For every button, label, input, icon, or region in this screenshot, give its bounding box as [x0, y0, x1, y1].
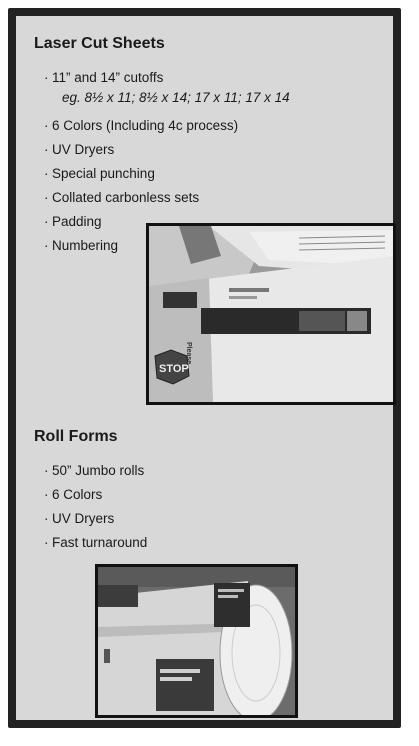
list-item-label: 6 Colors [52, 487, 103, 502]
list-item: · UV Dryers [44, 511, 115, 526]
list-item: · 50” Jumbo rolls [44, 463, 145, 478]
list-item-label: Special punching [52, 166, 155, 181]
list-item-label: Fast turnaround [52, 535, 148, 550]
cutoff-examples: eg. 8½ x 11; 8½ x 14; 17 x 11; 17 x 14 [62, 90, 290, 105]
list-item: · Padding [44, 214, 102, 229]
laser-sheets-photo [146, 223, 396, 405]
list-item: · Numbering [44, 238, 119, 253]
list-item-label: UV Dryers [52, 511, 115, 526]
list-item: · Fast turnaround [44, 535, 148, 550]
list-item: · 6 Colors (Including 4c process) [44, 118, 239, 133]
list-item-label: Collated carbonless sets [52, 190, 200, 205]
list-item: · 6 Colors [44, 487, 103, 502]
list-item-label: Padding [52, 214, 102, 229]
list-item: · UV Dryers [44, 142, 115, 157]
list-item-label: Numbering [52, 238, 119, 253]
laser-cut-sheets-heading: Laser Cut Sheets [34, 35, 165, 52]
list-item-label: 11” and 14” cutoffs [52, 70, 164, 85]
roll-features-list [44, 459, 147, 555]
roll-forms-heading: Roll Forms [34, 428, 118, 445]
svg-text:STOP: STOP [159, 363, 189, 375]
list-item-label: UV Dryers [52, 142, 115, 157]
list-item-label: 6 Colors (Including 4c process) [52, 118, 239, 133]
list-item: · Special punching [44, 166, 155, 181]
list-item-label: 50” Jumbo rolls [52, 463, 145, 478]
svg-text:Please: Please [185, 342, 192, 365]
list-item: · Collated carbonless sets [44, 190, 200, 205]
roll-forms-photo [95, 564, 298, 718]
list-item: · 11” and 14” cutoffs [44, 70, 164, 85]
